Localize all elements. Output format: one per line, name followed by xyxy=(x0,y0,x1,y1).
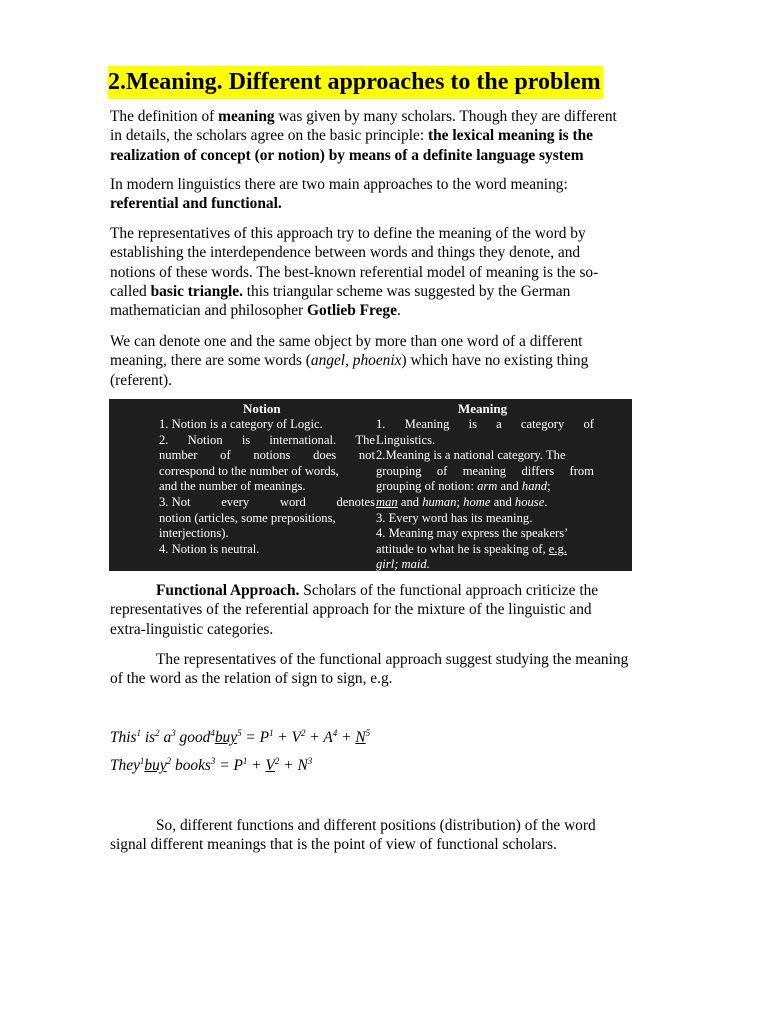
formula-index: 1 xyxy=(139,755,145,766)
text-run: was given by many scholars. Though they are different xyxy=(274,108,617,125)
text-line: (referent). xyxy=(110,371,172,389)
bold-text: referential and functional. xyxy=(110,195,282,213)
word: notions xyxy=(253,448,291,463)
text-run: ; xyxy=(456,494,464,509)
italic-word: house xyxy=(514,494,545,509)
formula-word: buy xyxy=(214,729,238,746)
text-run: and xyxy=(497,479,522,494)
text-line xyxy=(110,301,712,320)
bold-term: Functional Approach. xyxy=(156,582,300,599)
text-line xyxy=(110,146,712,165)
text-line: establishing the interdependence between words and things they denote, and xyxy=(110,244,581,262)
formula-symbol: N xyxy=(355,729,366,746)
formula-index: 2 xyxy=(166,755,172,766)
italic-word: home xyxy=(463,494,491,509)
italic-word: girl; maid. xyxy=(376,557,430,572)
paragraph-approaches xyxy=(110,175,712,214)
paragraph-functional xyxy=(110,581,712,639)
table-cell-line: and the number of meanings. xyxy=(159,479,306,494)
table-cell-line xyxy=(376,479,594,495)
text-line: of the word as the relation of sign to sign, e.g. xyxy=(110,670,393,688)
table-header-notion: Notion xyxy=(243,401,281,416)
formula-index: 4 xyxy=(332,727,338,738)
bold-text: the lexical meaning is the xyxy=(427,127,593,145)
text-run: ) which have no existing thing xyxy=(401,352,589,370)
table-cell-line: Linguistics. xyxy=(376,432,436,447)
italic-examples: angel, phoenix xyxy=(310,352,402,370)
text-line: The representatives of this approach try to define the meaning of the word by xyxy=(110,225,586,242)
table-cell-line: 3. Every word has its meaning. xyxy=(376,510,533,525)
text-run: and xyxy=(397,494,423,509)
formula-symbol: + N xyxy=(279,757,308,774)
word: every xyxy=(221,494,250,509)
table-cell-line: correspond to the number of words, xyxy=(159,463,339,478)
notion-meaning-table xyxy=(109,399,632,571)
text-run: e.g. xyxy=(548,541,567,556)
formula-word: They xyxy=(110,757,140,774)
italic-word: arm xyxy=(477,479,498,494)
bold-text: realization of concept (or notion) by means of a definite language system xyxy=(110,146,584,164)
word: denotes xyxy=(336,494,375,509)
word: meaning xyxy=(462,463,507,478)
word: 1. xyxy=(376,417,386,431)
formula-index: 5 xyxy=(237,727,242,738)
formula-symbol: V xyxy=(265,757,275,774)
paragraph-conclusion xyxy=(110,816,712,855)
meaning-column xyxy=(376,417,594,573)
table-cell-line xyxy=(159,433,375,449)
word: of xyxy=(436,463,448,478)
formula-index: 3 xyxy=(210,755,216,766)
text-line: signal different meanings that is the point of view of functional scholars. xyxy=(110,836,557,854)
table-header-meaning: Meaning xyxy=(458,401,508,416)
word: of xyxy=(220,448,231,463)
text-line: In modern linguistics there are two main approaches to the word meaning: xyxy=(110,176,568,193)
table-cell-line xyxy=(376,464,594,480)
formula-word: good xyxy=(175,729,211,746)
text-line: notions of these words. The best-known referential model of meaning is the so- xyxy=(110,263,599,281)
table-cell-line xyxy=(376,542,594,558)
text-line xyxy=(110,282,712,301)
heading-container xyxy=(108,66,603,99)
text-line: We can denote one and the same object by more than one word of a different xyxy=(110,333,583,350)
formula-index: 1 xyxy=(136,727,142,738)
text-line: So, different functions and different positions (distribution) of the word xyxy=(156,817,596,834)
text-run: attitude to what he is speaking of, xyxy=(376,541,549,556)
word: number xyxy=(159,448,198,463)
table-cell-line xyxy=(159,495,375,511)
text-run: and xyxy=(490,494,515,509)
formula-index: 3 xyxy=(307,755,313,766)
text-run: . xyxy=(396,302,401,320)
paragraph-definition xyxy=(110,107,712,165)
formula-index: 5 xyxy=(365,727,371,738)
text-run: The definition of xyxy=(110,108,219,125)
formula-example-2 xyxy=(110,756,312,776)
text-line xyxy=(110,107,712,126)
word: word xyxy=(279,494,306,509)
bold-name: Gotlieb Frege xyxy=(307,302,397,320)
text-run: in details, the scholars agree on the basic principle: xyxy=(110,127,428,145)
word: a xyxy=(496,417,502,431)
text-line: representatives of the referential approach for the mixture of the linguistic and xyxy=(110,601,592,619)
word: grouping xyxy=(376,463,422,478)
formula-symbol: + V xyxy=(273,729,302,746)
formula-symbol: + xyxy=(337,729,356,746)
formula-word: a xyxy=(159,729,172,746)
table-cell-line: 4. Meaning may express the speakers’ xyxy=(376,526,569,541)
text-line xyxy=(110,351,712,370)
text-run: mathematician and philosopher xyxy=(110,302,308,320)
text-run: grouping of notion: xyxy=(376,479,478,494)
word: from xyxy=(569,463,594,478)
bold-term: basic triangle. xyxy=(150,282,243,300)
bold-term: meaning xyxy=(218,108,275,125)
word: Meaning xyxy=(404,417,450,431)
word: is xyxy=(468,417,477,431)
table-cell-line xyxy=(376,557,594,573)
text-run: this triangular scheme was suggested by the German xyxy=(242,282,571,300)
word: Notion xyxy=(187,432,223,447)
table-cell-line xyxy=(159,448,375,464)
word: does xyxy=(313,448,337,463)
text-run: . xyxy=(544,494,548,509)
formula-index: 1 xyxy=(269,727,274,738)
formula-word: This xyxy=(110,729,137,746)
formula-word: books xyxy=(171,757,211,774)
formula-index: 1 xyxy=(242,755,248,766)
paragraph-denote xyxy=(110,332,712,390)
table-cell-line xyxy=(376,495,594,511)
formula-word: is xyxy=(141,729,156,746)
word: differs xyxy=(521,463,555,478)
table-cell-line xyxy=(376,417,594,433)
word: is xyxy=(241,432,251,447)
word: 3. Not xyxy=(159,494,191,509)
word: The xyxy=(355,432,375,447)
formula-symbol: = P xyxy=(215,757,243,774)
text-line: The representatives of the functional approach suggest studying the meaning xyxy=(156,651,629,668)
text-line xyxy=(110,194,712,213)
paragraph-referential xyxy=(110,224,712,320)
word: 2. xyxy=(159,432,169,447)
table-cell-line: 4. Notion is neutral. xyxy=(159,541,260,556)
formula-example-1 xyxy=(110,728,370,748)
formula-symbol: + xyxy=(247,757,266,774)
formula-symbol: = P xyxy=(241,729,270,746)
paragraph-functional-suggest xyxy=(110,650,712,689)
word: category xyxy=(520,417,565,431)
formula-index: 2 xyxy=(274,755,280,766)
word: of xyxy=(583,417,594,431)
word: international. xyxy=(269,432,337,447)
text-run: meaning, there are some words ( xyxy=(110,352,311,370)
formula-index: 2 xyxy=(301,727,306,738)
page-title: 2.Meaning. Different approaches to the problem xyxy=(108,66,603,99)
notion-column xyxy=(159,417,375,557)
table-cell-line: 2.Meaning is a national category. The xyxy=(376,448,566,463)
formula-index: 3 xyxy=(171,727,176,738)
text-line: extra-linguistic categories. xyxy=(110,620,274,638)
text-run: ; xyxy=(547,479,551,494)
table-cell-line: interjections). xyxy=(159,526,229,541)
text-run: Scholars of the functional approach criticize the xyxy=(299,582,599,599)
word: not xyxy=(358,448,375,463)
table-cell-line: notion (articles, some prepositions, xyxy=(159,510,336,525)
text-run: called xyxy=(110,282,151,300)
formula-index: 2 xyxy=(155,727,160,738)
text-line xyxy=(110,581,712,600)
table-cell-line: 1. Notion is a category of Logic. xyxy=(159,417,323,431)
formula-index: 4 xyxy=(210,727,215,738)
formula-symbol: + A xyxy=(305,729,333,746)
formula-word: buy xyxy=(144,757,167,774)
italic-word: man xyxy=(376,494,398,509)
italic-word: hand xyxy=(521,479,548,494)
italic-word: human xyxy=(422,494,457,509)
text-line xyxy=(110,126,712,145)
